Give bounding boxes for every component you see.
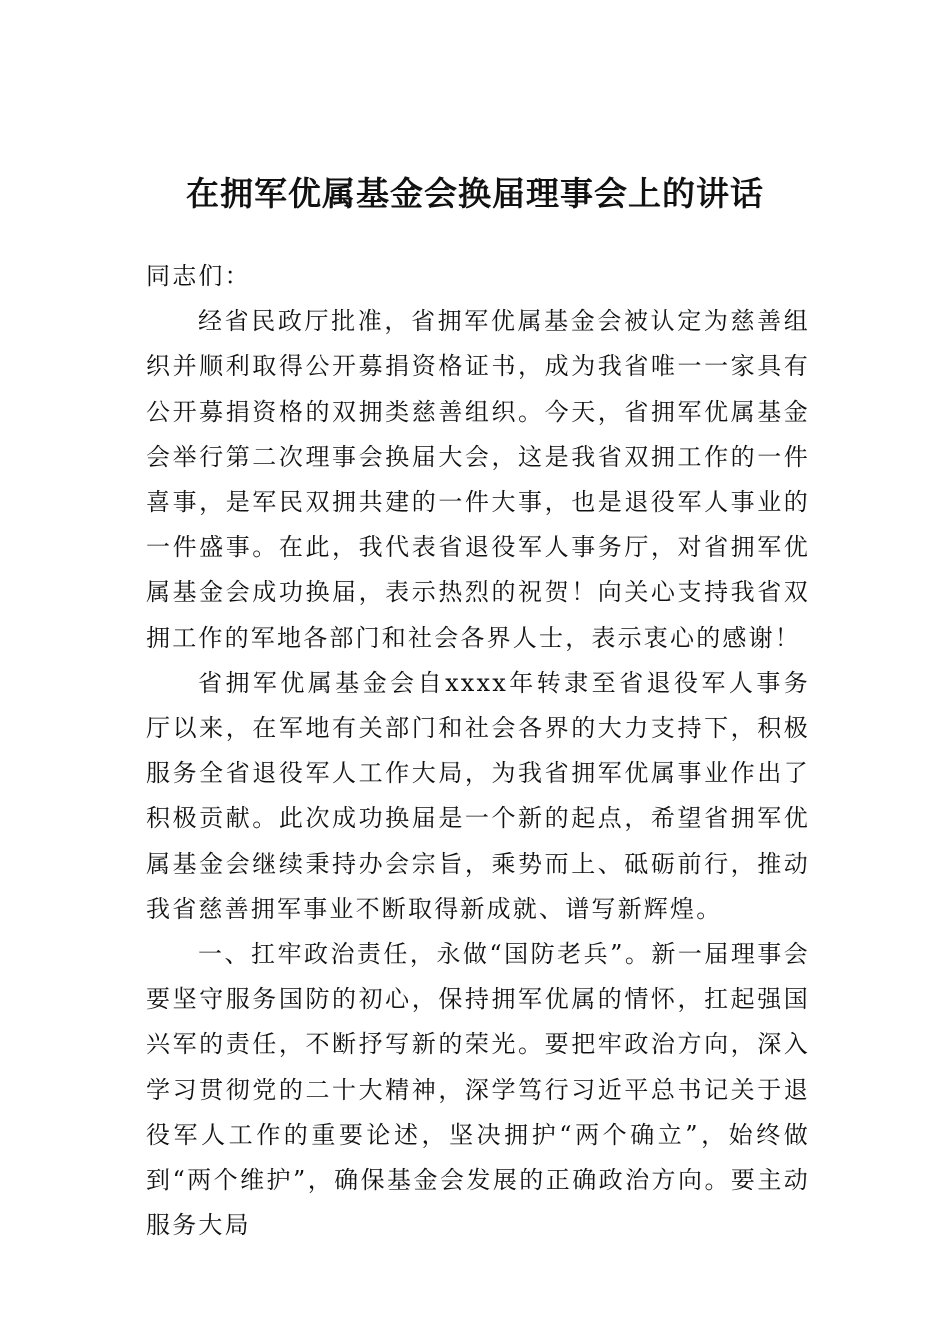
paragraph: 省拥军优属基金会自xxxx年转隶至省退役军人事务厅以来，在军地有关部门和社会各界的大力支持下，积极服务全省退役军人工作大局，为我省拥军优属事业作出了积极贡献。此次成功换届是一个新的起点，希望省拥军优属基金会继续秉持办会宗旨，乘势而上、砥砺前行，推动我省慈善拥军事业不断取得新成就、谱写新辉煌。 (146, 668, 810, 923)
document-title: 在拥军优属基金会换届理事会上的讲话 (186, 174, 764, 213)
document-body (146, 254, 810, 1248)
paragraph: 经省民政厅批准，省拥军优属基金会被认定为慈善组织并顺利取得公开募捐资格证书，成为我省唯一一家具有公开募捐资格的双拥类慈善组织。今天，省拥军优属基金会举行第二次理事会换届大会，这是我省双拥工作的一件喜事，是军民双拥共建的一件大事，也是退役军人事业的一件盛事。在此，我代表省退役军人事务厅，对省拥军优属基金会成功换届，表示热烈的祝贺！向关心支持我省双拥工作的军地各部门和社会各界人士，表示衷心的感谢！ (146, 307, 810, 652)
salutation: 同志们： (146, 262, 251, 290)
paragraph: 一、扛牢政治责任，永做“国防老兵”。新一届理事会要坚守服务国防的初心，保持拥军优属的情怀，扛起强国兴军的责任，不断抒写新的荣光。要把牢政治方向，深入学习贯彻党的二十大精神，深学笃行习近平总书记关于退役军人工作的重要论述，坚决拥护“两个确立”，始终做到“两个维护”，确保基金会发展的正确政治方向。要主动服务大局 (146, 940, 810, 1240)
